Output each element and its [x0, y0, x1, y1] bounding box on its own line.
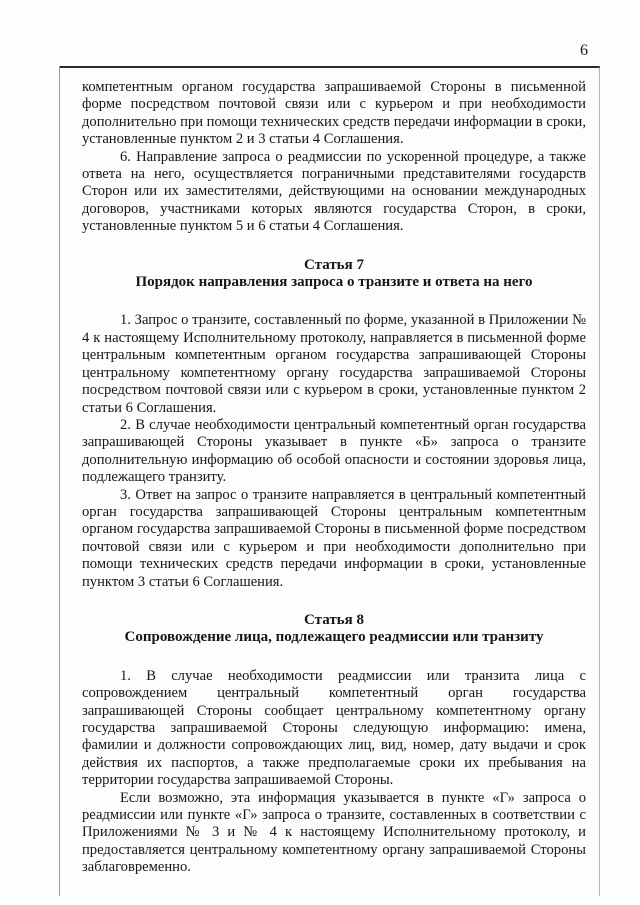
article-8-heading: Сопровождение лица, подлежащего реадмиссии или транзиту	[124, 629, 544, 646]
article-7-heading: Порядок направления запроса о транзите и ответа на него	[135, 274, 533, 291]
continued-paragraph: компетентным органом государства запрашиваемой Стороны в письменной форме посредством почтовой связи или с курьером и при необходимости дополнительно при помощи технических средств передачи информации в сроки, установленные пунктом 2 и 3 статьи 4 Соглашения.	[82, 79, 586, 148]
article-7-paragraph-1: 1. Запрос о транзите, составленный по форме, указанной в Приложении № 4 к настоящему Исполнительному протоколу, направляется в письменной форме центральным компетентным органом государства запрашивающей Стороны центральному компетентному органу государства запрашиваемой Стороны посредством почтовой связи или с курьером в сроки, установленные пунктом 2 статьи 6 Соглашения.	[82, 312, 586, 416]
paragraph-6: 6. Направление запроса о реадмиссии по ускоренной процедуре, а также ответа на него, осуществляется пограничными представителями государств Сторон или их заместителями, действующими на основании международных договоров, участниками которых являются государства Сторон, в сроки, установленные пунктом 5 и 6 статьи 4 Соглашения.	[82, 148, 586, 235]
article-7-paragraph-2: 2. В случае необходимости центральный компетентный орган государства запрашивающей Стороны указывает в пункте «Б» запроса о транзите дополнительную информацию об особой опасности и состоянии здоровья лица, подлежащего транзиту.	[82, 416, 586, 486]
article-8-paragraph-2: Если возможно, эта информация указывается в пункте «Г» запроса о реадмиссии или пункте «Г» запроса о транзите, составленных в соответствии с Приложениями № 3 и № 4 к настоящему Исполнительному протоколу, и предоставляется центральному компетентному органу запрашиваемой Стороны заблаговременно.	[82, 789, 586, 876]
top-rule	[60, 66, 600, 68]
right-margin-line	[599, 66, 600, 896]
article-7-paragraph-3: 3. Ответ на запрос о транзите направляется в центральный компетентный орган государства запрашивающей Стороны центральным компетентным органом государства запрашиваемой Стороны в письменной форме посредством почтовой связи или с курьером и при необходимости дополнительно при помощи технических средств передачи информации в сроки, установленные пунктом 3 статьи 6 Соглашения.	[82, 486, 586, 590]
page-number: 6	[580, 42, 588, 59]
article-8-paragraph-1: 1. В случае необходимости реадмиссии или транзита лица с сопровождением центральный компетентный орган государства запрашивающей Стороны сообщает центральному компетентному органу государства запрашиваемой Стороны следующую информацию: имена, фамилии и должности сопровождающих лиц, вид, номер, дату выдачи и срок действия их паспортов, а также предполагаемые сроки их пребывания на территории государства запрашиваемой Стороны.	[82, 667, 586, 789]
article-8-title: Статья 8	[304, 611, 364, 628]
document-body	[82, 79, 586, 877]
article-7-title: Статья 7	[304, 256, 364, 273]
left-margin-line	[59, 66, 60, 896]
